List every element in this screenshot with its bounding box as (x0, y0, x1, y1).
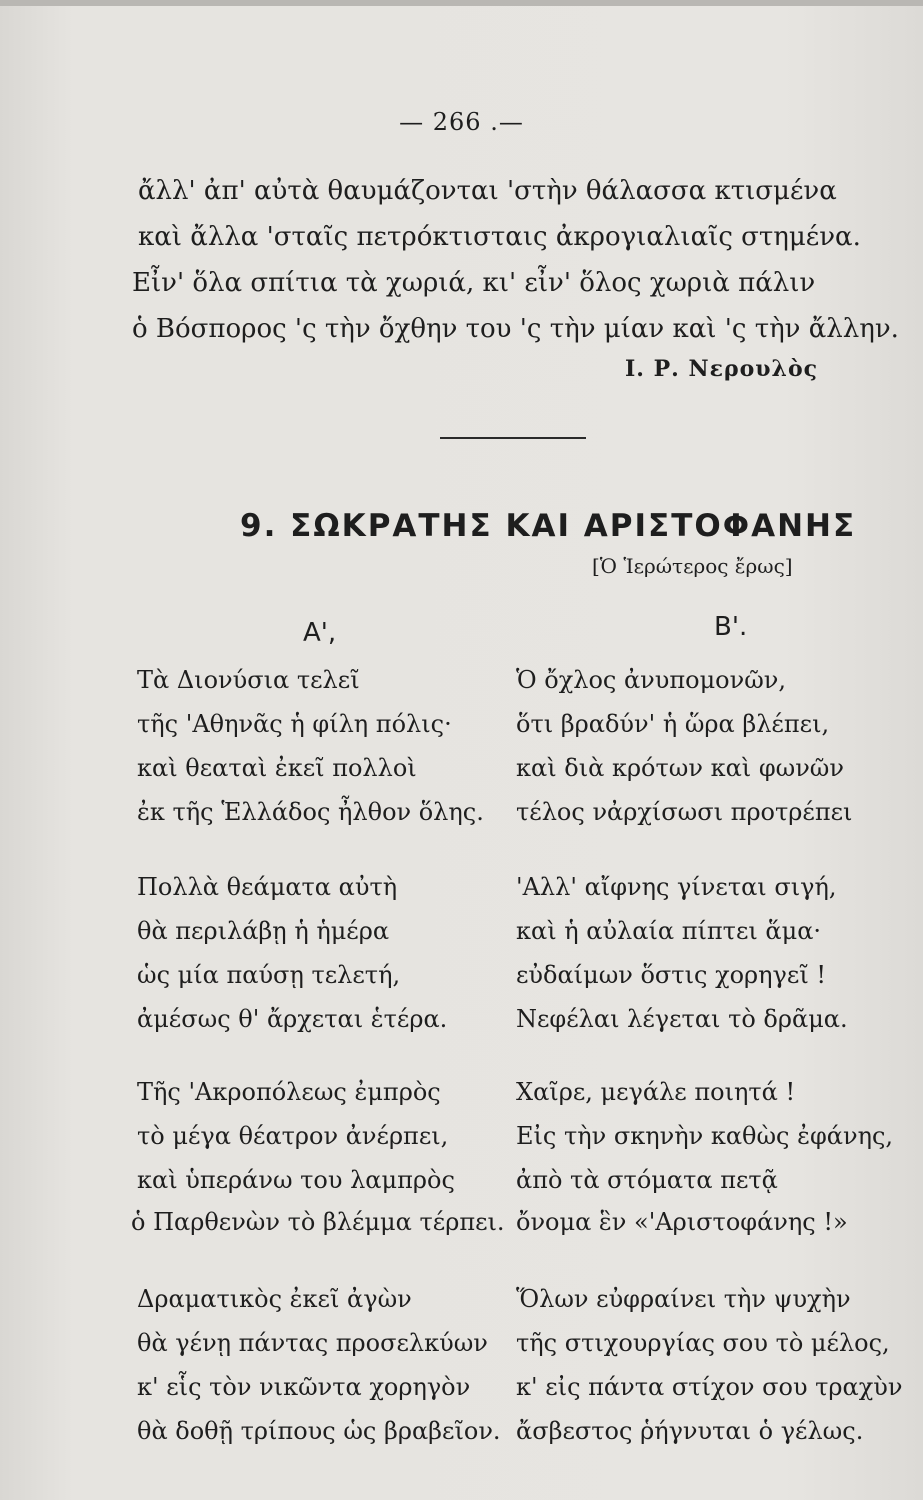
verse-line-a: θὰ δοθῇ τρίπους ὡς βραβεῖον. (137, 1417, 501, 1445)
verse-line-b: τῆς στιχουργίας σου τὸ μέλος, (516, 1329, 890, 1357)
verse-line-a: θὰ γένῃ πάντας προσελκύων (137, 1329, 488, 1357)
verse-line-a: ἀμέσως θ' ἄρχεται ἑτέρα. (137, 1005, 448, 1033)
verse-line-a: καὶ ὑπεράνω του λαμπρὸς (137, 1166, 455, 1194)
verse-line-a: ἐκ τῆς Ἑλλάδος ἦλθον ὅλης. (137, 798, 484, 826)
verse-line-a: Πολλὰ θεάματα αὐτὴ (137, 873, 398, 901)
column-b-header: Β'. (714, 612, 748, 642)
verse-line-b: ἀπὸ τὰ στόματα πετᾷ (516, 1166, 778, 1194)
section-divider (440, 437, 586, 439)
verse-line-b: Ὁ ὄχλος ἀνυπομονῶν, (516, 666, 787, 694)
verse-line-a: Τῆς 'Ακροπόλεως ἐμπρὸς (137, 1078, 441, 1106)
verse-line-a: κ' εἷς τὸν νικῶντα χορηγὸν (137, 1373, 471, 1401)
verse-line-b: κ' εἰς πάντα στίχον σου τραχὺν (516, 1373, 903, 1401)
prev-poem-line: ὁ Βόσπορος 'ς τὴν ὄχθην του 'ς τὴν μίαν καὶ 'ς τὴν ἄλλην. (132, 314, 899, 344)
verse-line-b: Νεφέλαι λέγεται τὸ δρᾶμα. (516, 1005, 848, 1033)
verse-line-b: Ὅλων εὐφραίνει τὴν ψυχὴν (516, 1285, 851, 1313)
verse-line-a: ὡς μία παύσῃ τελετή, (137, 961, 401, 989)
verse-line-a: τῆς 'Αθηνᾶς ἡ φίλη πόλις· (137, 710, 452, 738)
verse-line-a: Τὰ Διονύσια τελεῖ (137, 666, 360, 694)
verse-line-a: θὰ περιλάβῃ ἡ ἡμέρα (137, 917, 390, 945)
poem-author: Ι. Ρ. Νερουλὸς (625, 356, 819, 382)
verse-line-b: τέλος νἀρχίσωσι προτρέπει (516, 798, 853, 826)
prev-poem-line: ἄλλ' ἀπ' αὐτὰ θαυμάζονται 'στὴν θάλασσα κτισμένα (138, 176, 837, 206)
verse-line-b: καὶ διὰ κρότων καὶ φωνῶν (516, 754, 844, 782)
verse-line-b: καὶ ἡ αὐλαία πίπτει ἅμα· (516, 917, 822, 945)
verse-line-b: ὄνομα ἓν «'Αριστοφάνης !» (516, 1208, 848, 1236)
verse-line-b: Εἰς τὴν σκηνὴν καθὼς ἐφάνης, (516, 1122, 894, 1150)
verse-line-b: ὅτι βραδύν' ἡ ὥρα βλέπει, (516, 710, 830, 738)
page-top-edge (0, 0, 923, 6)
prev-poem-line: καὶ ἄλλα 'σταῖς πετρόκτισταις ἀκρογιαλιαῖς στημένα. (138, 222, 861, 252)
section-source: [Ὁ Ἱερώτερος ἔρως] (592, 554, 793, 578)
verse-line-a: Δραματικὸς ἐκεῖ ἀγὼν (137, 1285, 412, 1313)
verse-line-b: εὐδαίμων ὅστις χορηγεῖ ! (516, 961, 827, 989)
verse-line-b: Χαῖρε, μεγάλε ποιητά ! (516, 1078, 796, 1106)
page-number: — 266 .— (399, 108, 524, 136)
section-title: 9. ΣΩΚΡΑΤΗΣ ΚΑΙ ΑΡΙΣΤΟΦΑΝΗΣ (240, 508, 857, 544)
verse-line-a: τὸ μέγα θέατρον ἀνέρπει, (137, 1122, 449, 1150)
verse-line-a: ὁ Παρθενὼν τὸ βλέμμα τέρπει. (131, 1208, 505, 1236)
verse-line-b: 'Αλλ' αἴφνης γίνεται σιγή, (516, 873, 837, 901)
column-a-header: Α', (303, 618, 337, 648)
verse-line-b: ἄσβεστος ῥήγνυται ὁ γέλως. (516, 1417, 864, 1445)
prev-poem-line: Εἶν' ὅλα σπίτια τὰ χωριά, κι' εἶν' ὅλος χωριὰ πάλιν (132, 268, 816, 298)
verse-line-a: καὶ θεαταὶ ἐκεῖ πολλοὶ (137, 754, 417, 782)
